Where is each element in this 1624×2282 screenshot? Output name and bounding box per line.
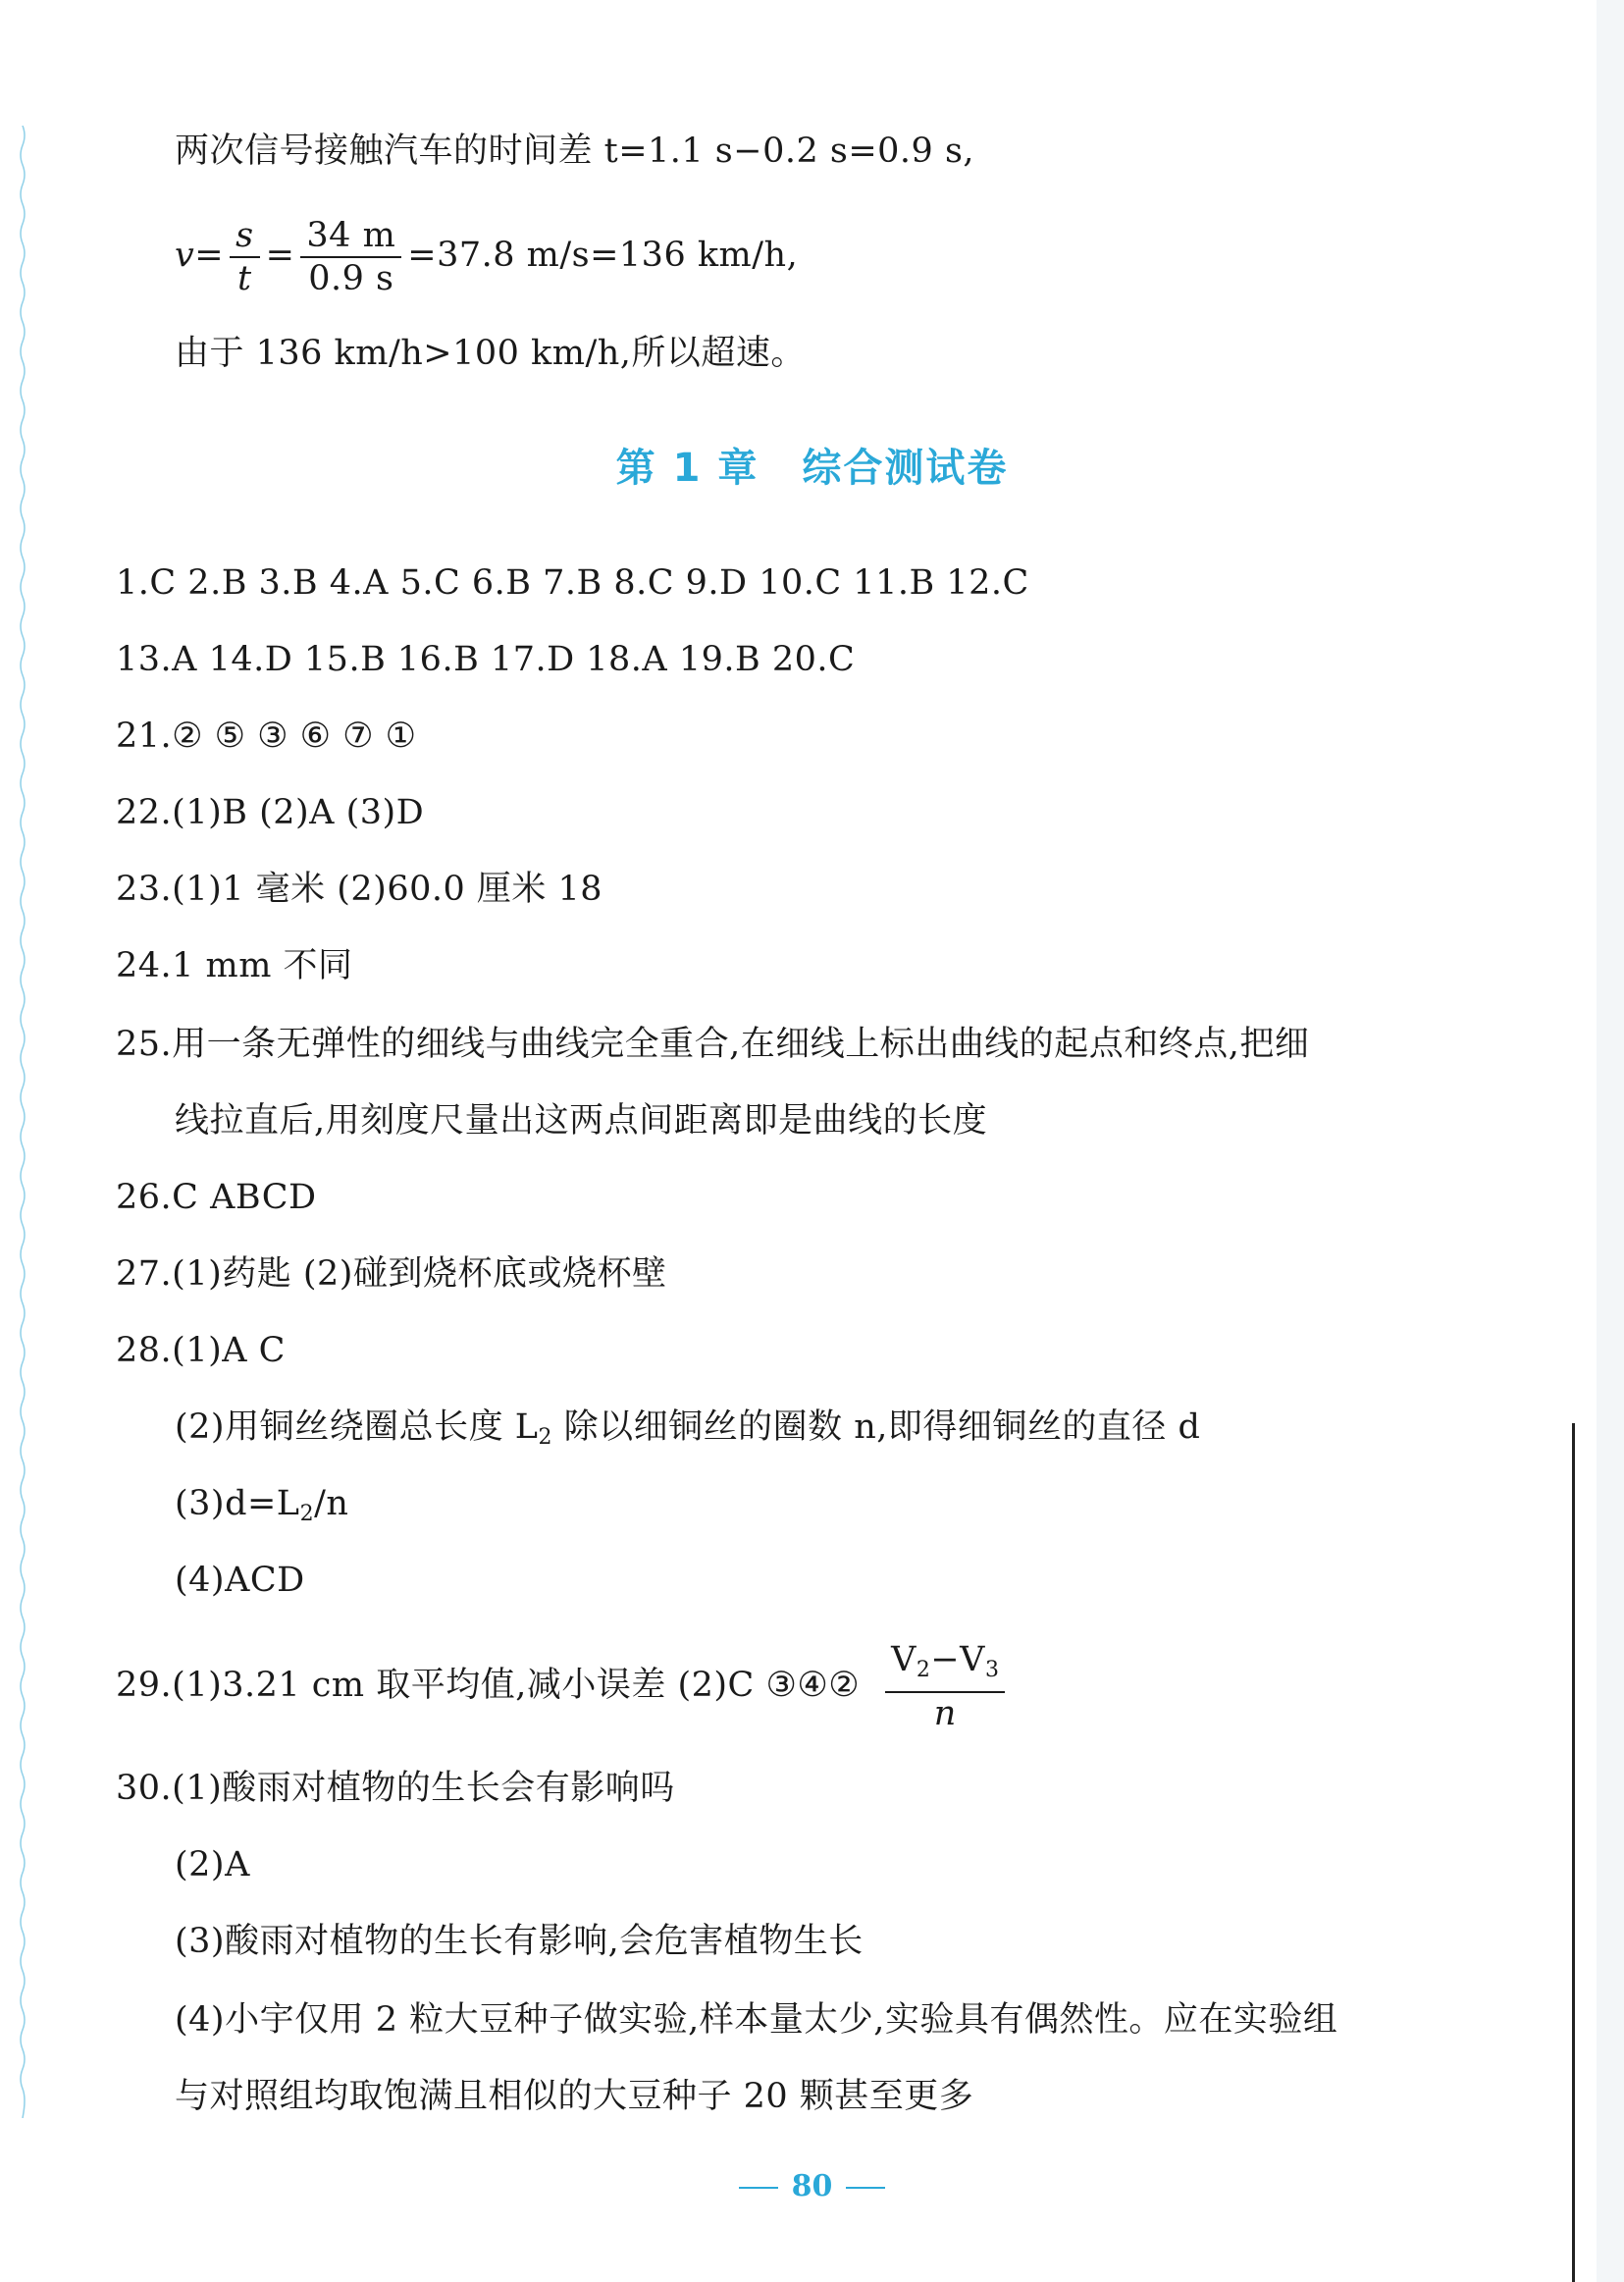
answer-30-part-2: (2)A xyxy=(175,1845,250,1884)
answer-27: 27.(1)药匙 (2)碰到烧杯底或烧杯壁 xyxy=(116,1254,667,1294)
solution-conclusion: 由于 136 km/h>100 km/h,所以超速。 xyxy=(175,334,806,373)
page-number: 80 xyxy=(0,2169,1624,2203)
answer-30-part-4-line-2: 与对照组均取饱满且相似的大豆种子 20 颗甚至更多 xyxy=(175,2077,974,2116)
answer-26: 26.C ABCD xyxy=(116,1178,317,1217)
fraction-distance-over-time: $\frac{34 m}{0.9 s}$ xyxy=(300,215,401,299)
speed-result: =37.8 m/s=136 km/h, xyxy=(407,236,799,275)
answer-25-line-1: 25.用一条无弹性的细线与曲线完全重合,在细线上标出曲线的起点和终点,把细 xyxy=(116,1025,1310,1064)
answer-28-part-3: $(3)d=L_2/n$ xyxy=(175,1484,349,1526)
solution-time-difference: 两次信号接触汽车的时间差 t=1.1 s−0.2 s=0.9 s, xyxy=(175,132,975,171)
answer-30-part-4-line-1: (4)小宇仅用 2 粒大豆种子做实验,样本量太少,实验具有偶然性。应在实验组 xyxy=(175,2000,1338,2040)
answer-29: 29.(1)3.21 cm 取平均值,减小误差 (2)C ③④② $\frac{V_2-V_3}{n}$ xyxy=(116,1639,1011,1734)
answer-28-part-2: (2)用铜丝绕圈总长度 $L_2$ 除以细铜丝的圈数 n,即得细铜丝的直径 d xyxy=(175,1407,1201,1450)
answer-23: 23.(1)1 毫米 (2)60.0 厘米 18 xyxy=(116,870,603,909)
page-edge-rule xyxy=(1572,1423,1575,2282)
answer-24: 24.1 mm 不同 xyxy=(116,946,353,985)
fraction-volume-difference: $\frac{V_2-V_3}{n}$ xyxy=(885,1639,1005,1734)
answers-row-1: 1.C 2.B 3.B 4.A 5.C 6.B 7.B 8.C 9.D 10.C 11.B 12.C xyxy=(116,563,1029,603)
answer-21: 21.② ⑤ ③ ⑥ ⑦ ① xyxy=(116,716,417,756)
answer-28-part-4: (4)ACD xyxy=(175,1561,305,1600)
page-edge-shade xyxy=(1597,0,1624,2282)
answer-30-part-1: 30.(1)酸雨对植物的生长会有影响吗 xyxy=(116,1769,675,1808)
chapter-number: 第 1 章 xyxy=(615,446,760,491)
answer-30-part-3: (3)酸雨对植物的生长有影响,会危害植物生长 xyxy=(175,1922,864,1961)
chapter-heading xyxy=(0,437,1624,493)
answer-28-part-1: 28.(1)A C xyxy=(116,1331,286,1370)
chapter-title: 综合测试卷 xyxy=(802,446,1009,491)
speed-lhs: v= xyxy=(175,236,225,275)
fraction-s-over-t: $\frac{s}{t}$ xyxy=(230,215,259,299)
answer-25-line-2: 线拉直后,用刻度尺量出这两点间距离即是曲线的长度 xyxy=(175,1101,988,1141)
binding-wave-decoration xyxy=(18,126,27,2118)
answers-row-2: 13.A 14.D 15.B 16.B 17.D 18.A 19.B 20.C xyxy=(116,640,856,679)
solution-speed-formula: v= $\frac{s}{t}$ = $\frac{34 m}{0.9 s}$ =37.8 m/s=136 km/h, xyxy=(175,215,799,298)
answer-22: 22.(1)B (2)A (3)D xyxy=(116,793,425,832)
